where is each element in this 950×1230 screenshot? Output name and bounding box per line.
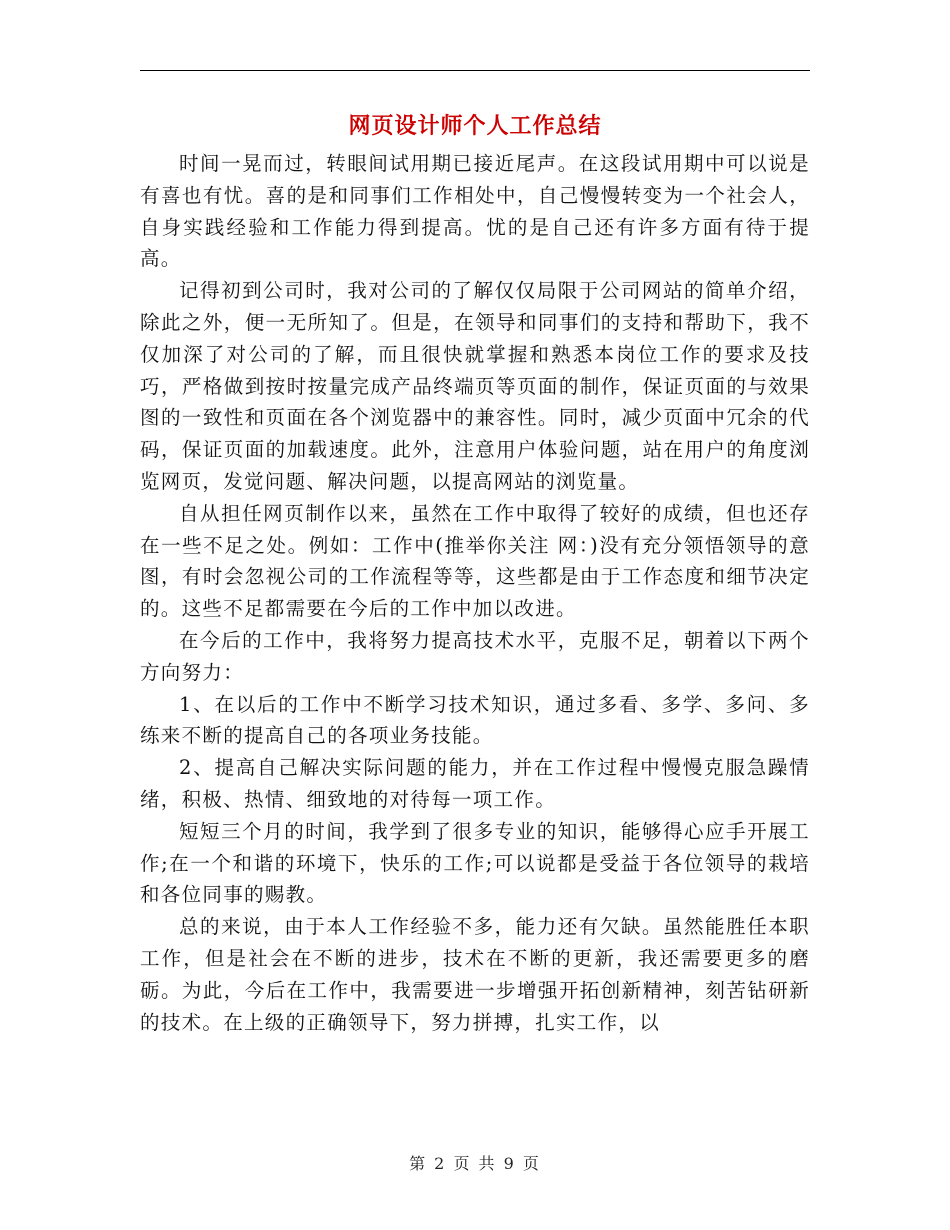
paragraph-2: 记得初到公司时，我对公司的了解仅仅局限于公司网站的简单介绍，除此之外，便一无所知了。但是，在领导和同事们的支持和帮助下，我不仅加深了对公司的了解，而且很快就掌握和熟悉本岗位工作的要求及技巧，严格做到按时按量完成产品终端页等页面的制作，保证页面的与效果图的一致性和页面在各个浏览器中的兼容性。同时，减少页面中冗余的代码，保证页面的加载速度。此外，注意用户体验问题，站在用户的角度浏览网页，发觉问题、解决问题，以提高网站的浏览量。 xyxy=(140,279,810,493)
paragraph-3: 自从担任网页制作以来，虽然在工作中取得了较好的成绩，但也还存在一些不足之处。例如：工作中(推举你关注 网：)没有充分领悟领导的意图，有时会忽视公司的工作流程等等，这些都是由于工作态度和细节决定的。这些不足都需要在今后的工作中加以改进。 xyxy=(140,501,810,621)
paragraph-8: 总的来说，由于本人工作经验不多，能力还有欠缺。虽然能胜任本职工作，但是社会在不断的进步，技术在不断的更新，我还需要更多的磨砺。为此，今后在工作中，我需要进一步增强开拓创新精神，刻苦钻研新的技术。在上级的正确领导下，努力拼搏，扎实工作，以 xyxy=(140,915,810,1034)
page-number-footer: 第 2 页 共 9 页 xyxy=(409,1154,541,1173)
document-body xyxy=(140,148,810,1038)
document-title: 网页设计师个人工作总结 xyxy=(348,113,602,139)
paragraph-4: 在今后的工作中，我将努力提高技术水平，克服不足，朝着以下两个方向努力： xyxy=(140,628,810,684)
paragraph-7: 短短三个月的时间，我学到了很多专业的知识，能够得心应手开展工作;在一个和谐的环境下，快乐的工作;可以说都是受益于各位领导的栽培和各位同事的赐教。 xyxy=(140,819,810,907)
paragraph-1: 时间一晃而过，转眼间试用期已接近尾声。在这段试用期中可以说是有喜也有忧。喜的是和同事们工作相处中，自己慢慢转变为一个社会人，自身实践经验和工作能力得到提高。忧的是自己还有许多方面有待于提高。 xyxy=(140,152,810,271)
header-rule xyxy=(140,70,810,71)
paragraph-6: 2、提高自己解决实际问题的能力，并在工作过程中慢慢克服急躁情绪，积极、热情、细致地的对待每一项工作。 xyxy=(140,756,810,811)
paragraph-5: 1、在以后的工作中不断学习技术知识，通过多看、多学、多问、多练来不断的提高自己的各项业务技能。 xyxy=(140,692,810,748)
